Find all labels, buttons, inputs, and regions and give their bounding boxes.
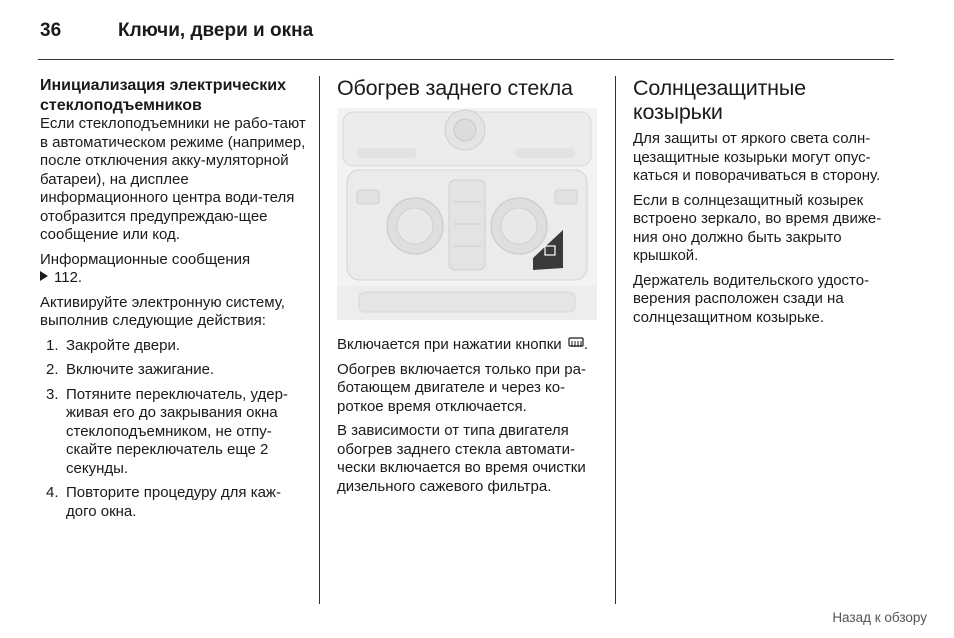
list-item <box>40 386 308 479</box>
paragraph: Для защиты от яркого света солн-цезащитные козырьки могут опус-каться и поворачиваться в сторону. <box>633 130 881 184</box>
column-divider-1 <box>319 76 320 604</box>
step-text: Закройте двери. <box>66 336 181 354</box>
list-item <box>40 361 308 380</box>
button-hint-text: Включается при нажатии кнопки <box>337 336 562 353</box>
step-text: Включите зажигание. <box>66 361 215 378</box>
paragraph: Если стеклоподъемники не рабо-тают в автоматическом режиме (например, после отключения акку-муляторной батареи), на дисплее информационного центра води-теля отобразится предупреждаю-щее сообщение или код. <box>40 115 306 243</box>
info-ref-text: Информационные сообщения <box>40 250 251 268</box>
column-sun-visors <box>633 76 897 333</box>
back-to-overview-link[interactable]: Назад к обзору <box>832 610 927 625</box>
section-subhead: Инициализация электрических стеклоподъемников <box>40 77 287 114</box>
paragraph: Держатель водительского удосто-верения расположен сзади на солнцезащитном козырьке. <box>633 271 870 326</box>
control-panel-image <box>337 108 597 320</box>
step-number: 2. <box>46 361 59 378</box>
section-heading: Обогрев заднего стекла <box>337 76 573 100</box>
header-divider <box>38 59 894 60</box>
paragraph: Обогрев включается только при ра-ботающем двигателе и через ко-роткое время отключается. <box>337 360 586 415</box>
paragraph-info-ref <box>40 251 308 288</box>
step-text: Потяните переключатель, удер-живая его до закрывания окна стеклоподъемником, не отпу-скайте переключатель еще 2 секунды. <box>66 385 288 477</box>
column-rear-defrost <box>337 76 603 502</box>
paragraph: Активируйте электронную систему, выполнив следующие действия: <box>40 293 285 329</box>
paragraph: В зависимости от типа двигателя обогрев заднего стекла автомати-чески включается во время очистки дизельного сажевого фильтра. <box>337 422 586 495</box>
step-number: 4. <box>46 484 59 501</box>
steps-list <box>40 337 308 522</box>
section-heading: Солнцезащитные козырьки <box>633 76 806 124</box>
list-item <box>40 484 308 521</box>
page-ref-icon <box>40 271 48 281</box>
list-item <box>40 337 308 356</box>
column-window-init <box>40 76 308 527</box>
rear-window-heater-icon <box>568 337 584 351</box>
step-number: 1. <box>46 336 59 354</box>
page-ref-link[interactable]: 112. <box>54 269 83 286</box>
step-text: Повторите процедуру для каж-дого окна. <box>66 484 281 520</box>
step-number: 3. <box>46 385 59 403</box>
paragraph-button-hint <box>337 336 603 355</box>
paragraph: Если в солнцезащитный козырек встроено зеркало, во время движе-ния оно должно быть закрыто крышкой. <box>633 191 882 264</box>
column-divider-2 <box>615 76 616 604</box>
button-hint-end: . <box>583 336 588 353</box>
page-number: 36 <box>40 20 62 41</box>
page-title: Ключи, двери и окна <box>118 20 314 41</box>
